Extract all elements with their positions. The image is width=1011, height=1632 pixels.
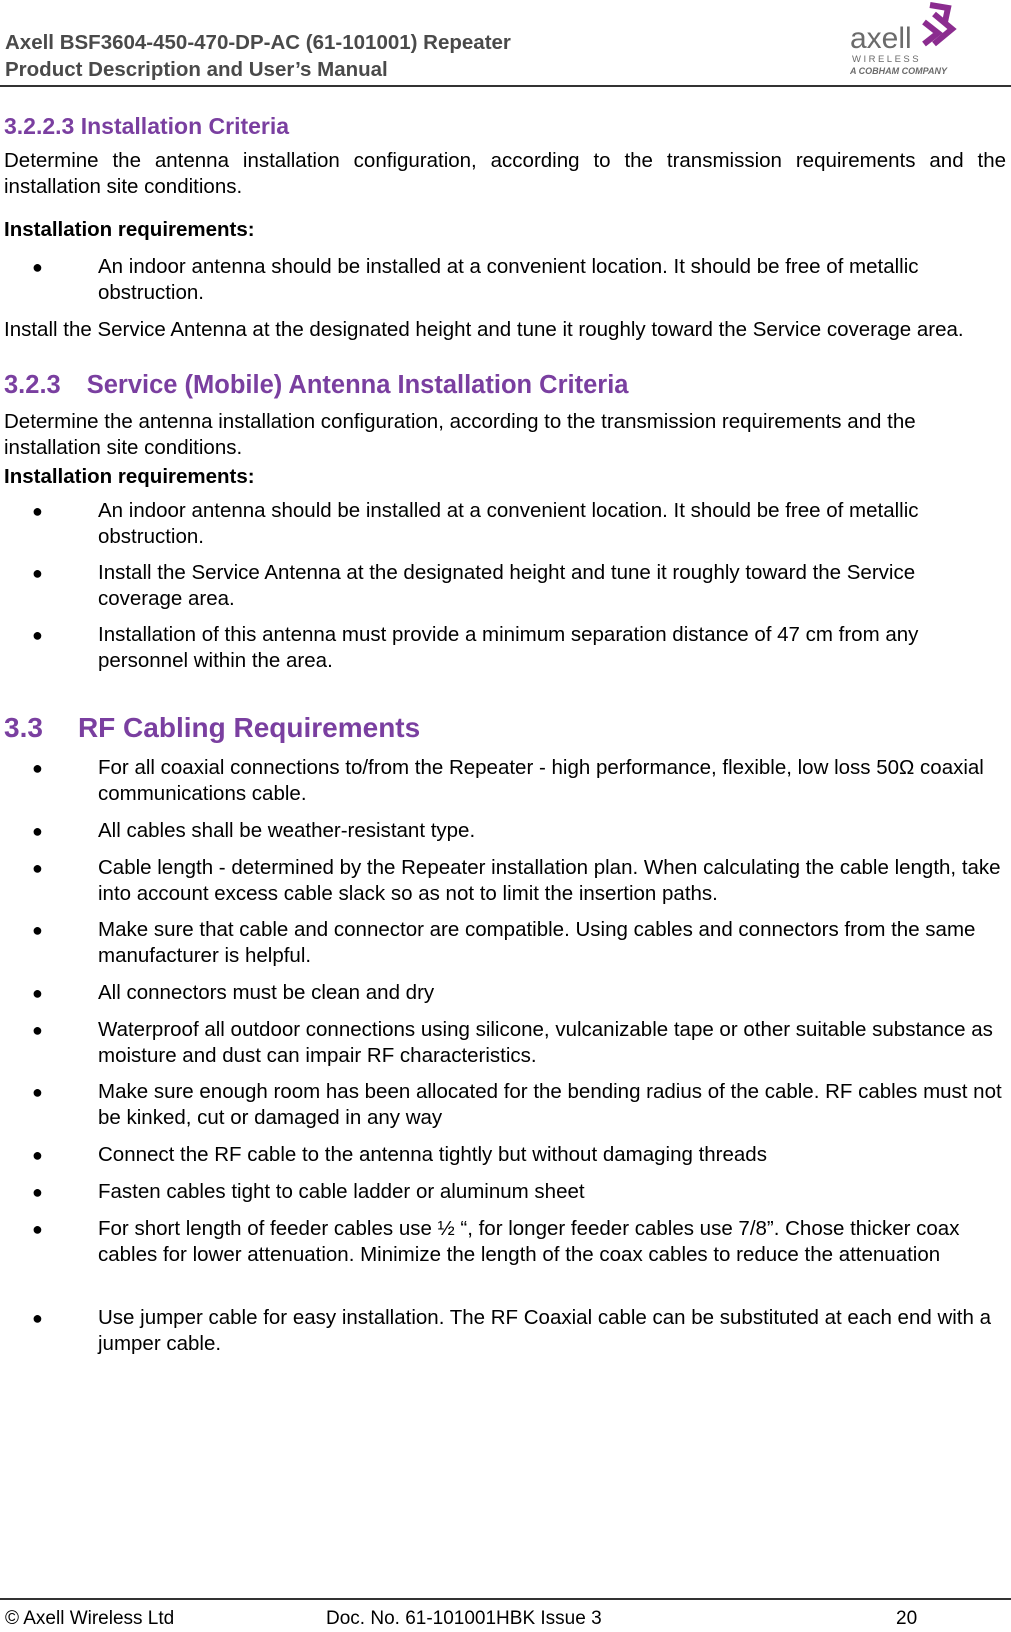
list-item-text: Make sure that cable and connector are compatible. Using cables and connectors from the same manufacturer is helpful. — [98, 918, 976, 967]
heading-title: RF Cabling Requirements — [77, 712, 421, 743]
bullet-icon: ● — [32, 1082, 43, 1102]
heading-title: Service (Mobile) Antenna Installation Criteria — [86, 371, 629, 399]
bullet-icon: ● — [32, 563, 43, 583]
bullet-icon: ● — [32, 1182, 43, 1202]
list-item-text: All connectors must be clean and dry — [98, 981, 435, 1004]
bullet-icon: ● — [32, 257, 43, 277]
bullet-icon: ● — [32, 920, 43, 940]
section-3223-req-label: Installation requirements: — [4, 218, 255, 241]
heading-3-3 — [4, 712, 420, 744]
footer-copyright: © Axell Wireless Ltd — [5, 1608, 175, 1629]
list-item-text: Installation of this antenna must provide a minimum separation distance of 47 cm from any personnel within the area. — [98, 623, 919, 672]
list-item-text: Use jumper cable for easy installation. The RF Coaxial cable can be substituted at each end with a jumper cable. — [98, 1306, 992, 1355]
list-item-text: Install the Service Antenna at the designated height and tune it roughly toward the Service coverage area. — [98, 561, 916, 610]
header-subtitle: Product Description and User’s Manual — [5, 58, 388, 81]
section-323-req-label: Installation requirements: — [4, 465, 255, 488]
header-rule — [0, 85, 1011, 87]
list-item-text: For short length of feeder cables use ½ “, for longer feeder cables use 7/8”. Chose thicker coax cables for lower attenuation. Minimize the length of the coax cables to reduce the attenuation — [98, 1217, 960, 1266]
bullet-icon: ● — [32, 821, 43, 841]
axell-logo — [850, 0, 1000, 80]
heading-3-2-3 — [4, 371, 628, 400]
page-header — [0, 0, 1011, 86]
list-item-text: Cable length - determined by the Repeater installation plan. When calculating the cable length, take into account excess cable slack so as not to limit the insertion paths. — [98, 856, 1001, 905]
section-323-intro: Determine the antenna installation configuration, according to the transmission requirements and the installation site conditions. — [4, 410, 916, 459]
bullet-icon: ● — [32, 1308, 43, 1328]
logo-wordmark: axell — [850, 22, 912, 55]
footer-page-number: 20 — [896, 1608, 918, 1629]
bullet-icon: ● — [32, 501, 43, 521]
list-item-text: For all coaxial connections to/from the Repeater - high performance, flexible, low loss 50Ω coaxial communications cable. — [98, 756, 984, 805]
header-title: Axell BSF3604-450-470-DP-AC (61-101001) Repeater — [5, 31, 511, 54]
list-item-text: Waterproof all outdoor connections using silicone, vulcanizable tape or other suitable substance as moisture and dust can impair RF characteristics. — [98, 1018, 993, 1067]
list-item-text: An indoor antenna should be installed at a convenient location. It should be free of metallic obstruction. — [98, 499, 919, 548]
logo-sub1: WIRELESS — [852, 54, 922, 65]
section-3223-intro: Determine the antenna installation configuration, according to the transmission requirements and the installation site conditions. — [4, 149, 1006, 198]
section-3223-after: Install the Service Antenna at the designated height and tune it roughly toward the Service coverage area. — [4, 318, 964, 341]
footer-doc-number: Doc. No. 61-101001HBK Issue 3 — [326, 1608, 602, 1629]
bullet-icon: ● — [32, 758, 43, 778]
list-item-text: All cables shall be weather-resistant type. — [98, 819, 476, 842]
heading-number: 3.2.3 — [4, 371, 61, 399]
bullet-icon: ● — [32, 858, 43, 878]
bullet-icon: ● — [32, 1145, 43, 1165]
list-item-text: An indoor antenna should be installed at a convenient location. It should be free of metallic obstruction. — [98, 255, 919, 304]
bullet-icon: ● — [32, 625, 43, 645]
page-footer — [0, 1598, 1011, 1632]
bullet-icon: ● — [32, 1020, 43, 1040]
bullet-icon: ● — [32, 983, 43, 1003]
heading-number: 3.3 — [4, 712, 43, 743]
list-item-text: Fasten cables tight to cable ladder or aluminum sheet — [98, 1180, 585, 1203]
heading-3-2-2-3: 3.2.2.3 Installation Criteria — [4, 113, 290, 139]
footer-rule — [0, 1598, 1011, 1600]
list-item-text: Connect the RF cable to the antenna tightly but without damaging threads — [98, 1143, 767, 1166]
bullet-icon: ● — [32, 1219, 43, 1239]
list-item-text: Make sure enough room has been allocated for the bending radius of the cable. RF cables must not be kinked, cut or damaged in any way — [98, 1080, 1002, 1129]
logo-sub2: A COBHAM COMPANY — [850, 66, 947, 76]
